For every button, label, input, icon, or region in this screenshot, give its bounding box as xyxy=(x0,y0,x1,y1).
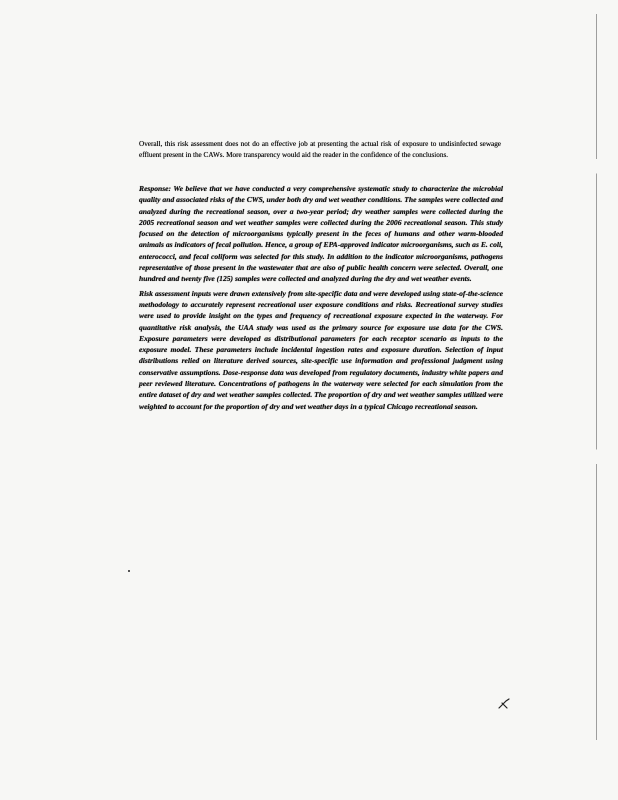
response-paragraph-1-text: We believe that we have conducted a very comprehensive systematic study to characterize the microbial quality and associated risks of the CWS, under both dry and wet weather conditions. The samples were collected and analyzed during the recreational season, over a two-year period; dry weather samples were collected during the 2005 recreational season and wet weather samples were collected during the 2006 recreational season. This study focused on the detection of microorganisms typically present in the feces of humans and other warm-blooded animals as indicators of fecal pollution. Hence, a group of EPA-approved indicator microorganisms, such as E. coli, enterococci, and fecal coliform was selected for this study. In addition to the indicator microorganisms, pathogens representative of those present in the wastewater that are also of public health concern were selected. Overall, one hundred and twenty five (125) samples were collected and analyzed during the dry and wet weather events. xyxy=(139,184,503,284)
response-block xyxy=(139,183,503,415)
response-paragraph-1 xyxy=(139,183,503,285)
response-paragraph-2: Risk assessment inputs were drawn extensively from site-specific data and were developed using state-of-the-science methodology to accurately represent recreational user exposure conditions and risks. Recreational survey studies were used to provide insight on the types and frequency of recreational exposure expected in the waterway. For quantitative risk analysis, the UAA study was used as the primary source for exposure use data for the CWS. Exposure parameters were developed as distributional parameters for each receptor scenario as inputs to the exposure model. These parameters include incidental ingestion rates and exposure duration. Selection of input distributions relied on literature derived sources, site-specific use information and professional judgment using conservative assumptions. Dose-response data was developed from regulatory documents, industry white papers and peer reviewed literature. Concentrations of pathogens in the waterway were selected for each simulation from the entire dataset of dry and wet weather samples collected. The proportion of dry and wet weather samples utilized were weighted to account for the proportion of dry and wet weather days in a typical Chicago recreational season. xyxy=(139,288,503,411)
response-lead: Response: xyxy=(139,184,172,193)
scan-speck xyxy=(128,570,130,572)
reviewer-comment: Overall, this risk assessment does not do an effective job at presenting the actual risk of exposure to undisinfected sewage effluent present in the CAWs. More transparency would aid the reader in the confidence of the conclusions. xyxy=(139,140,501,159)
handwritten-mark xyxy=(496,696,512,712)
scan-edge-line xyxy=(596,14,597,740)
